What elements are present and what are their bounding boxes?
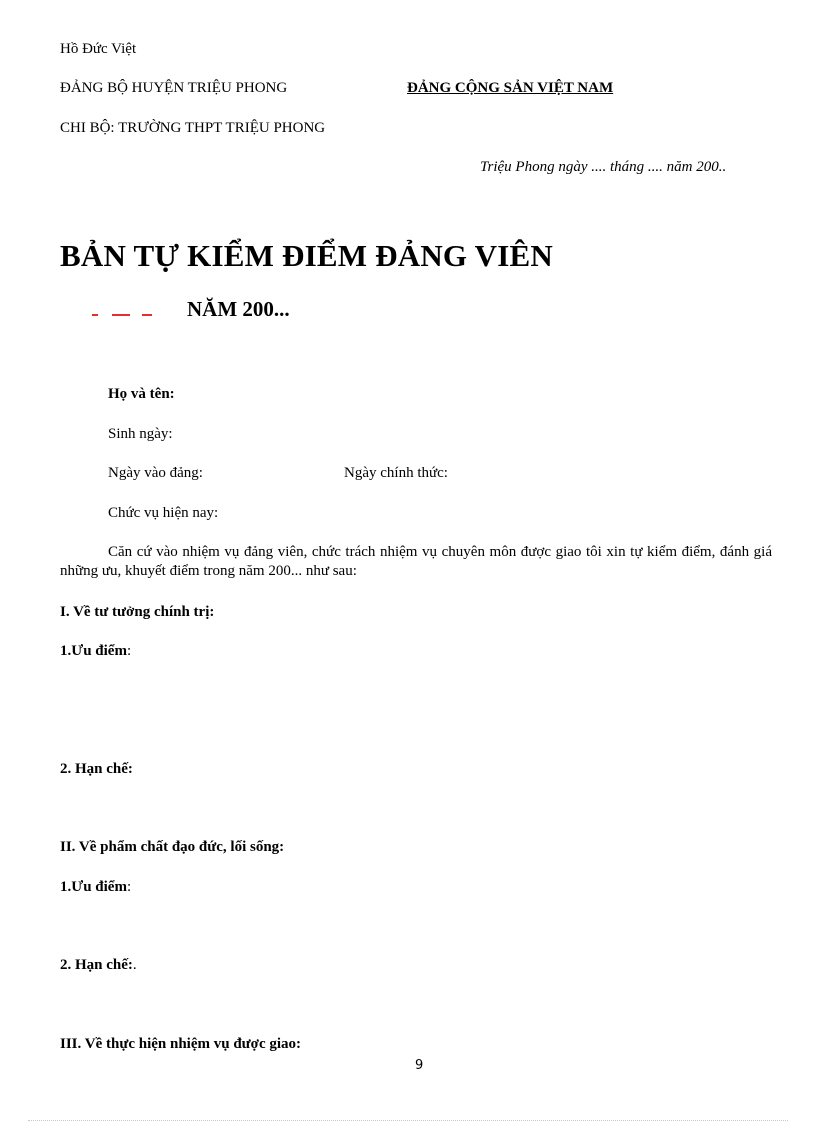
intro-paragraph: Căn cứ vào nhiệm vụ đảng viên, chức trách nhiệm vụ chuyên môn được giao tôi xin tự kiểm điểm, đánh giá những ưu, khuyết điểm trong năm 200... như sau:: [60, 544, 772, 579]
section-2-pros: [60, 879, 131, 896]
red-mark: [92, 314, 98, 316]
red-mark: [142, 314, 152, 316]
section-2-cons-label: 2. Hạn chế:: [60, 957, 133, 973]
field-official-date: Ngày chính thức:: [344, 465, 448, 481]
section-1-title: I. Về tư tưởng chính trị:: [60, 604, 215, 620]
section-1-pros: [60, 643, 131, 660]
party-committee: ĐẢNG BỘ HUYỆN TRIỆU PHONG: [60, 80, 288, 96]
section-2-pros-colon: :: [126, 879, 132, 895]
document-subtitle: NĂM 200...: [187, 297, 290, 321]
section-1-pros-label: 1.Ưu điểm: [60, 643, 127, 659]
section-2-cons: [60, 957, 137, 974]
section-1-cons: 2. Hạn chế:: [60, 761, 133, 777]
party-cell: CHI BỘ: TRƯỜNG THPT TRIỆU PHONG: [60, 120, 326, 136]
page-number: 9: [415, 1058, 424, 1073]
author-name: Hồ Đức Việt: [60, 41, 137, 57]
section-2-pros-label: 1.Ưu điểm: [60, 879, 127, 895]
document-title: BẢN TỰ KIỂM ĐIỂM ĐẢNG VIÊN: [60, 238, 553, 273]
page-separator: [28, 1120, 788, 1121]
section-1-pros-colon: :: [126, 643, 132, 659]
field-position: Chức vụ hiện nay:: [108, 505, 219, 521]
party-name: ĐẢNG CỘNG SẢN VIỆT NAM: [407, 80, 614, 96]
place-date: Triệu Phong ngày .... tháng .... năm 200..: [480, 159, 727, 175]
field-join-date: Ngày vào đảng:: [108, 465, 203, 481]
section-3-title: III. Về thực hiện nhiệm vụ được giao:: [60, 1036, 302, 1052]
field-birth-date: Sinh ngày:: [108, 426, 173, 442]
field-full-name: Họ và tên:: [108, 386, 175, 402]
section-2-cons-trail: .: [132, 957, 137, 973]
section-2-title: II. Về phẩm chất đạo đức, lối sống:: [60, 839, 285, 855]
red-mark: [112, 314, 130, 316]
